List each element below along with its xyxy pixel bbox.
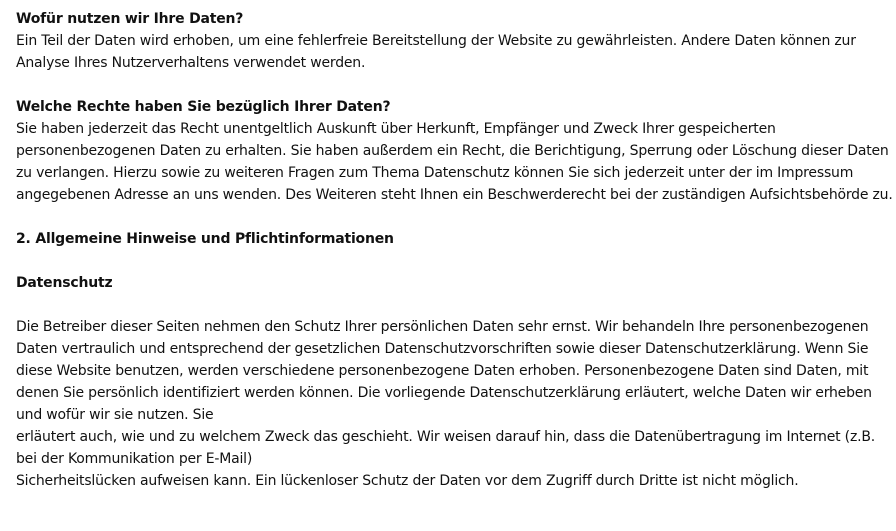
paragraph-line: erläutert auch, wie und zu welchem Zweck das geschieht. Wir weisen darauf hin, dass die Datenübertragung im Internet (z.B. <box>16 429 876 445</box>
paragraph-line: bei der Kommunikation per E-Mail) <box>16 451 253 467</box>
paragraph-line: Daten vertraulich und entsprechend der gesetzlichen Datenschutzvorschriften sowie dieser Datenschutzerklärung. Wenn Sie <box>16 341 869 357</box>
data-protection-paragraph <box>16 316 884 492</box>
paragraph-line: Analyse Ihres Nutzerverhaltens verwendet werden. <box>16 55 366 71</box>
spacer <box>16 206 884 228</box>
paragraph-line: Sicherheitslücken aufweisen kann. Ein lückenloser Schutz der Daten vor dem Zugriff durch Dritte ist nicht möglich. <box>16 473 799 489</box>
paragraph-line: personenbezogenen Daten zu erhalten. Sie haben außerdem ein Recht, die Berichtigung, Sperrung oder Löschung dieser Daten <box>16 143 889 159</box>
spacer <box>16 294 884 316</box>
section-paragraph <box>16 118 893 206</box>
section-data-usage <box>16 8 884 74</box>
section-title-general-notes: 2. Allgemeine Hinweise und Pflichtinformationen <box>16 231 394 247</box>
paragraph-line: diese Website benutzen, werden verschiedene personenbezogene Daten erhoben. Personenbezogene Daten sind Daten, mit <box>16 363 869 379</box>
section-heading: Wofür nutzen wir Ihre Daten? <box>16 11 244 27</box>
paragraph-line: Sie haben jederzeit das Recht unentgeltlich Auskunft über Herkunft, Empfänger und Zweck Ihrer gespeicherten <box>16 121 776 137</box>
paragraph-line: denen Sie persönlich identifiziert werden können. Die vorliegende Datenschutzerklärung erläutert, welche Daten wir erheben <box>16 385 872 401</box>
section-heading: Welche Rechte haben Sie bezüglich Ihrer Daten? <box>16 99 391 115</box>
paragraph-line: Die Betreiber dieser Seiten nehmen den Schutz Ihrer persönlichen Daten sehr ernst. Wir behandeln Ihre personenbezogenen <box>16 319 869 335</box>
spacer <box>16 250 884 272</box>
paragraph-line: und wofür wir sie nutzen. Sie <box>16 407 214 423</box>
paragraph-line: Ein Teil der Daten wird erhoben, um eine fehlerfreie Bereitstellung der Website zu gewährleisten. Andere Daten können zur <box>16 33 856 49</box>
paragraph-line: angegebenen Adresse an uns wenden. Des Weiteren steht Ihnen ein Beschwerderecht bei der zuständigen Aufsichtsbehörde zu. <box>16 187 893 203</box>
section-title-data-protection: Datenschutz <box>16 275 113 291</box>
paragraph-line: zu verlangen. Hierzu sowie zu weiteren Fragen zum Thema Datenschutz können Sie sich jederzeit unter der im Impressum <box>16 165 854 181</box>
section-data-rights <box>16 96 893 206</box>
spacer <box>16 74 884 96</box>
section-paragraph <box>16 30 884 74</box>
